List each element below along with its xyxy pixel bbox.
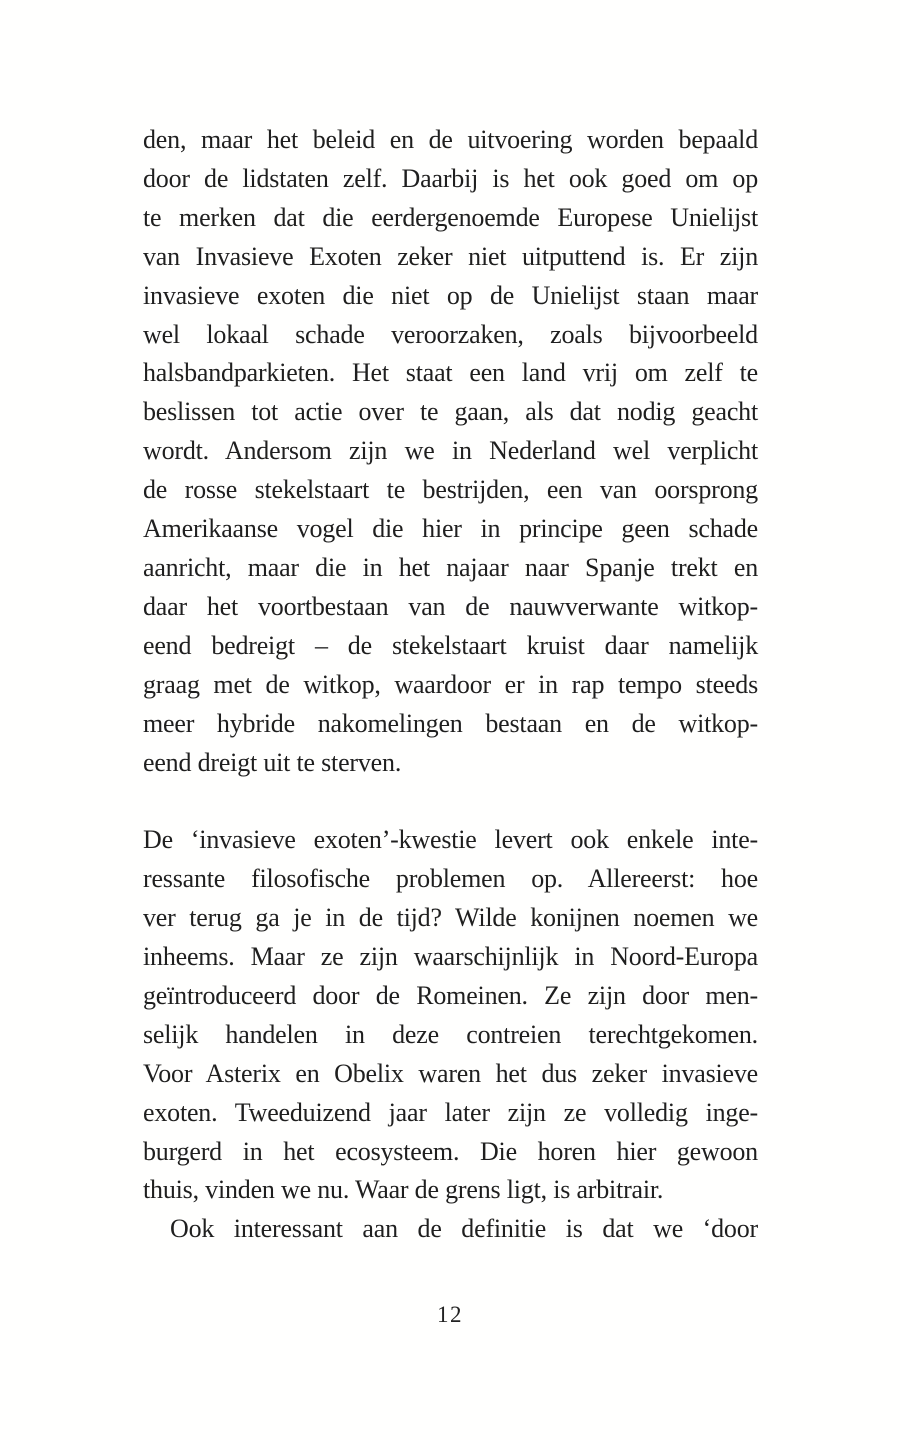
page-number: 12: [437, 1302, 463, 1327]
text-line: eend bedreigt – de stekelstaart kruist daar namelijk: [143, 630, 758, 660]
text-line: eend dreigt uit te sterven.: [143, 747, 402, 777]
paragraph: [143, 121, 758, 782]
text-line: wel lokaal schade veroorzaken, zoals bijvoorbeeld: [143, 319, 758, 349]
text-line: ressante filosofische problemen op. Allereerst: hoe: [143, 864, 758, 894]
text-line: den, maar het beleid en de uitvoering worden bepaald: [143, 125, 758, 154]
text-line: wordt. Andersom zijn we in Nederland wel verplicht: [143, 436, 758, 466]
text-line: exoten. Tweeduizend jaar later zijn ze volledig inge-: [143, 1097, 758, 1127]
text-line: de rosse stekelstaart te bestrijden, een van oorsprong: [143, 475, 758, 505]
text-line: geïntroduceerd door de Romeinen. Ze zijn door men-: [143, 980, 758, 1010]
text-line: burgerd in het ecosysteem. Die horen hier gewoon: [143, 1136, 758, 1166]
text-line: thuis, vinden we nu. Waar de grens ligt, is arbitrair.: [143, 1175, 664, 1205]
text-line: Ook interessant aan de definitie is dat we ‘door: [170, 1214, 758, 1244]
text-line: meer hybride nakomelingen bestaan en de witkop-: [143, 708, 758, 738]
text-line: daar het voortbestaan van de nauwverwante witkop-: [143, 591, 758, 621]
text-line: beslissen tot actie over te gaan, als dat nodig geacht: [143, 397, 758, 427]
text-line: te merken dat die eerdergenoemde Europese Unielijst: [143, 202, 758, 232]
text-line: invasieve exoten die niet op de Unielijst staan maar: [143, 280, 758, 310]
paragraph: [143, 1210, 758, 1249]
paragraph: [143, 821, 758, 1210]
text-line: door de lidstaten zelf. Daarbij is het ook goed om op: [143, 163, 758, 193]
text-line: aanricht, maar die in het najaar naar Spanje trekt en: [143, 552, 758, 582]
text-line: inheems. Maar ze zijn waarschijnlijk in Noord-Europa: [143, 942, 758, 972]
text-line: selijk handelen in deze contreien terechtgekomen.: [143, 1019, 758, 1049]
text-line: Voor Asterix en Obelix waren het dus zeker invasieve: [143, 1058, 758, 1088]
text-line: Amerikaanse vogel die hier in principe geen schade: [143, 514, 758, 544]
text-line: graag met de witkop, waardoor er in rap tempo steeds: [143, 669, 758, 699]
text-line: halsbandparkieten. Het staat een land vrij om zelf te: [143, 358, 758, 388]
text-line: van Invasieve Exoten zeker niet uitputtend is. Er zijn: [143, 241, 758, 271]
text-line: De ‘invasieve exoten’-kwestie levert ook enkele inte-: [143, 825, 758, 855]
text-block: [143, 121, 758, 1249]
text-line: ver terug ga je in de tijd? Wilde konijnen noemen we: [143, 903, 758, 933]
